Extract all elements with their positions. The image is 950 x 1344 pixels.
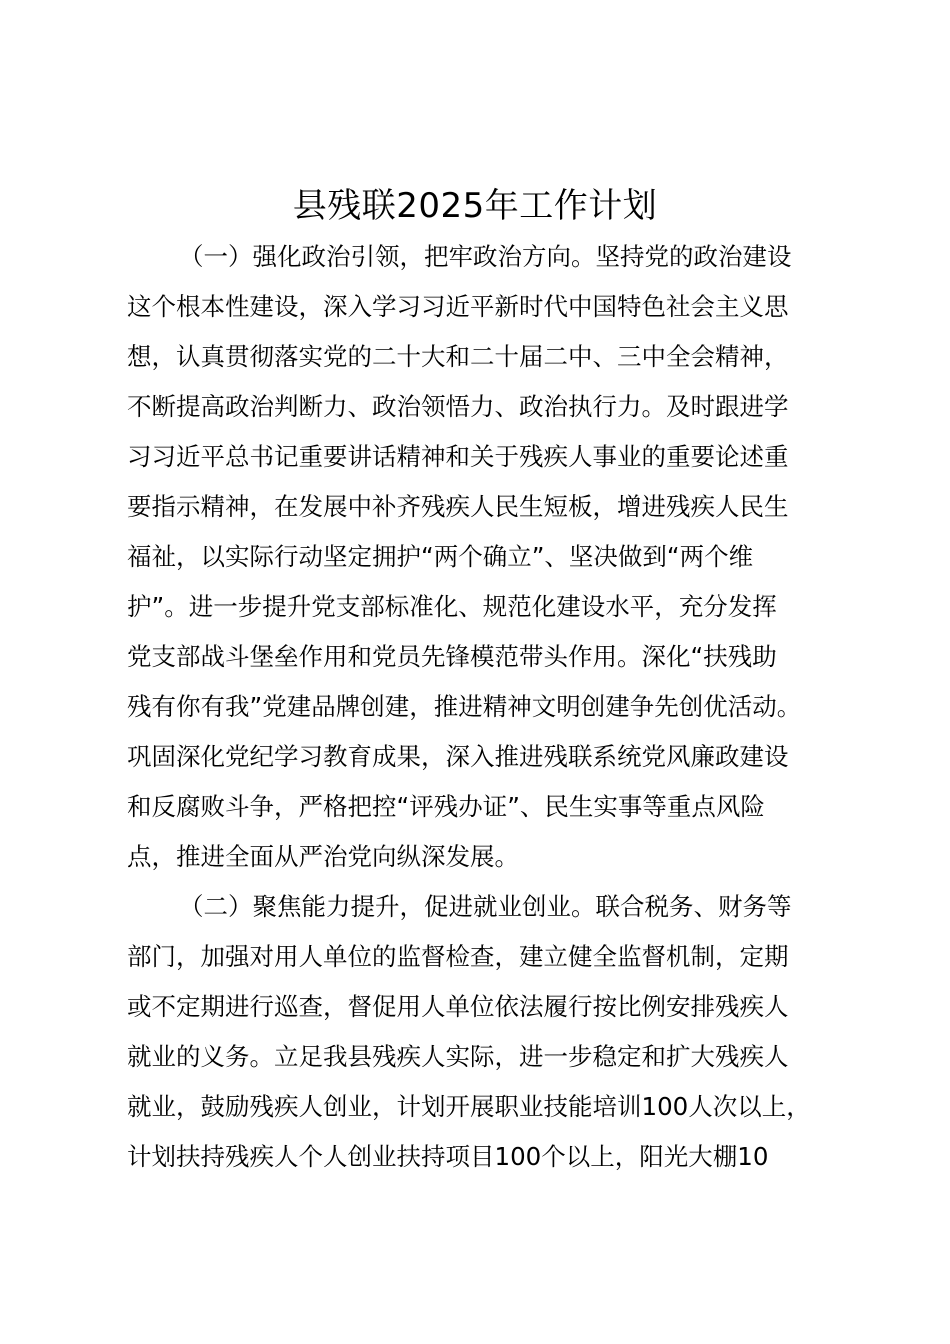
paragraph-line: 和反腐败斗争，严格把控“评残办证”、民生实事等重点风险 <box>127 792 765 821</box>
paragraph-line: 就业，鼓励残疾人创业，计划开展职业技能培训100人次以上， <box>127 1092 811 1121</box>
paragraph-line: 习习近平总书记重要讲话精神和关于残疾人事业的重要论述重 <box>127 442 789 471</box>
paragraph-line: （二）聚焦能力提升，促进就业创业。联合税务、财务等 <box>179 892 792 921</box>
paragraph-line: 巩固深化党纪学习教育成果，深入推进残联系统党风廉政建设 <box>127 742 789 771</box>
paragraph-line: 要指示精神，在发展中补齐残疾人民生短板，增进残疾人民生 <box>127 492 789 521</box>
paragraph-line: 就业的义务。立足我县残疾人实际，进一步稳定和扩大残疾人 <box>127 1042 789 1071</box>
paragraph-line: 这个根本性建设，深入学习习近平新时代中国特色社会主义思 <box>127 292 789 321</box>
paragraph-line: 残有你有我”党建品牌创建，推进精神文明创建争先创优活动。 <box>127 692 802 721</box>
paragraph-line: 福祉，以实际行动坚定拥护“两个确立”、坚决做到“两个维 <box>127 542 754 571</box>
paragraph-line: 不断提高政治判断力、政治领悟力、政治执行力。及时跟进学 <box>127 392 789 421</box>
document-body <box>127 232 847 1182</box>
paragraph-line: 部门，加强对用人单位的监督检查，建立健全监督机制，定期 <box>127 942 789 971</box>
paragraph-line: 计划扶持残疾人个人创业扶持项目100个以上，阳光大棚10 <box>127 1142 769 1171</box>
paragraph-line: 或不定期进行巡查，督促用人单位依法履行按比例安排残疾人 <box>127 992 789 1021</box>
paragraph-line: 点，推进全面从严治党向纵深发展。 <box>127 842 519 871</box>
document-title: 县残联2025年工作计划 <box>292 186 658 226</box>
paragraph-line: 想，认真贯彻落实党的二十大和二十届二中、三中全会精神， <box>127 342 789 371</box>
paragraph-line: 护”。进一步提升党支部标准化、规范化建设水平，充分发挥 <box>127 592 777 621</box>
paragraph-line: （一）强化政治引领，把牢政治方向。坚持党的政治建设 <box>179 242 792 271</box>
paragraph-line: 党支部战斗堡垒作用和党员先锋模范带头作用。深化“扶残助 <box>127 642 777 671</box>
